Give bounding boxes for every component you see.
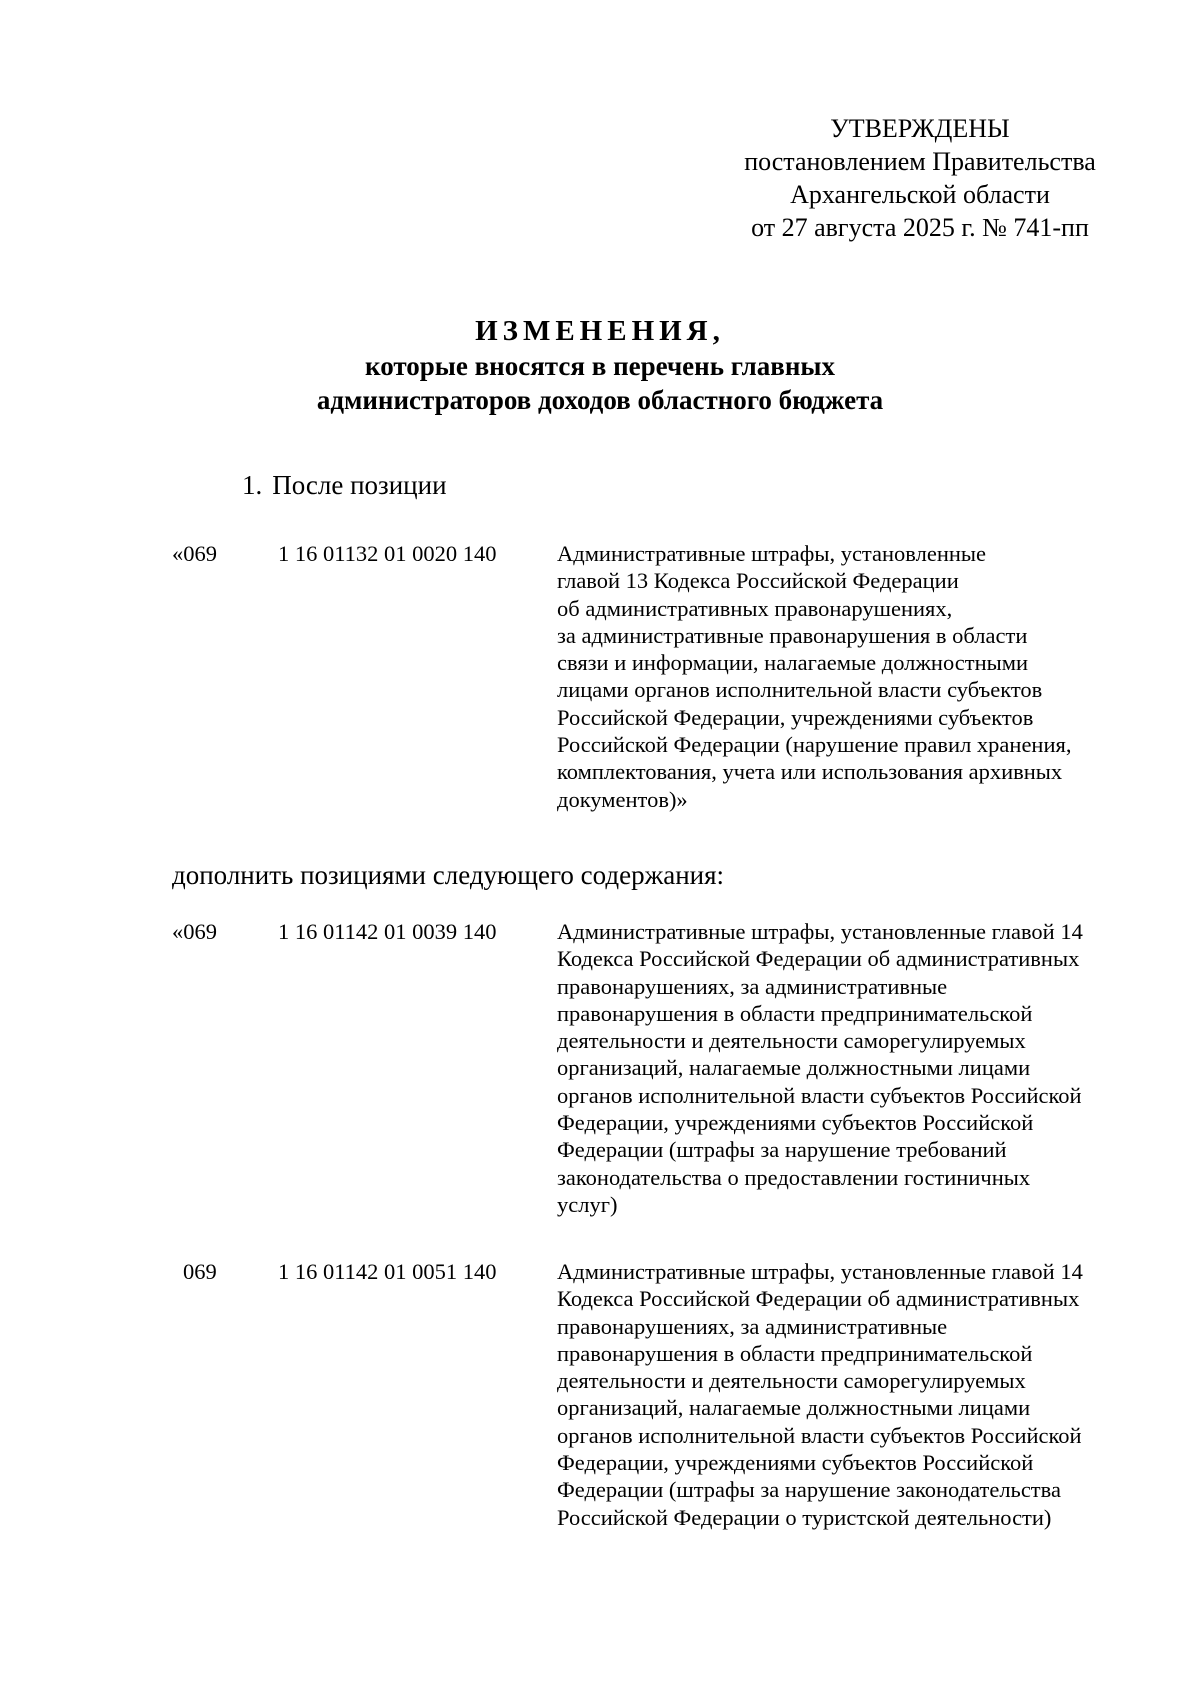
description-line: деятельности и деятельности саморегулируемых	[557, 1368, 1026, 1394]
description-line: Федерации (штрафы за нарушение законодательства	[557, 1477, 1061, 1503]
description-line: правонарушения в области предпринимательской	[557, 1340, 1033, 1366]
approval-line: УТВЕРЖДЕНЫ	[830, 114, 1010, 143]
income-code: 1 16 01142 01 0039 140	[278, 919, 497, 944]
approval-stamp	[690, 112, 1150, 244]
description-line: Федерации (штрафы за нарушение требований	[557, 1137, 1007, 1163]
description-line: услуг)	[557, 1191, 618, 1217]
admin-code: «069	[172, 541, 217, 566]
description-line: Административные штрафы, установленные	[557, 541, 987, 566]
description-line: правонарушениях, за административные	[557, 973, 948, 999]
approval-line: постановлением Правительства	[744, 147, 1096, 176]
income-description	[557, 1258, 1177, 1531]
point-number: 1.	[242, 470, 263, 500]
document-title	[0, 313, 1200, 417]
description-line: Российской Федерации, учреждениями субъектов	[557, 704, 1034, 730]
description-line: Российской Федерации о туристской деятельности)	[557, 1504, 1052, 1530]
admin-code: 069	[183, 1259, 217, 1284]
description-line: организаций, налагаемые должностными лицами	[557, 1395, 1031, 1421]
approval-line: от 27 августа 2025 г. № 741-пп	[751, 213, 1089, 242]
approval-line: Архангельской области	[790, 180, 1050, 209]
description-line: правонарушениях, за административные	[557, 1313, 948, 1339]
description-line: Кодекса Российской Федерации об административных	[557, 946, 1080, 972]
description-line: правонарушения в области предпринимательской	[557, 1000, 1033, 1026]
description-line: органов исполнительной власти субъектов Российской	[557, 1422, 1082, 1448]
description-line: об административных правонарушениях,	[557, 595, 953, 621]
title-main: ИЗМЕНЕНИЯ,	[475, 315, 725, 347]
description-line: Административные штрафы, установленные главой 14	[557, 919, 1083, 944]
income-description	[557, 918, 1177, 1218]
description-line: связи и информации, налагаемые должностными	[557, 650, 1029, 676]
point-heading	[242, 470, 447, 501]
description-line: лицами органов исполнительной власти субъектов	[557, 677, 1043, 703]
description-line: Федерации, учреждениями субъектов Российской	[557, 1110, 1034, 1136]
title-subtitle-line: администраторов доходов областного бюджета	[316, 385, 884, 415]
description-line: Административные штрафы, установленные главой 14	[557, 1259, 1083, 1284]
description-line: комплектования, учета или использования архивных	[557, 759, 1063, 785]
description-line: за административные правонарушения в области	[557, 622, 1028, 648]
description-line: Федерации, учреждениями субъектов Российской	[557, 1450, 1034, 1476]
description-line: организаций, налагаемые должностными лицами	[557, 1055, 1031, 1081]
supplement-text: дополнить позициями следующего содержания:	[172, 860, 725, 890]
description-line: органов исполнительной власти субъектов Российской	[557, 1082, 1082, 1108]
description-line: документов)»	[557, 786, 688, 812]
point-text: После позиции	[272, 470, 447, 500]
description-line: Кодекса Российской Федерации об административных	[557, 1286, 1080, 1312]
title-subtitle-line: которые вносятся в перечень главных	[365, 351, 835, 381]
income-code: 1 16 01142 01 0051 140	[278, 1259, 497, 1284]
description-line: законодательства о предоставлении гостиничных	[557, 1164, 1031, 1190]
income-description	[557, 540, 1177, 813]
description-line: деятельности и деятельности саморегулируемых	[557, 1028, 1026, 1054]
income-code: 1 16 01132 01 0020 140	[278, 541, 497, 566]
description-line: главой 13 Кодекса Российской Федерации	[557, 568, 959, 594]
description-line: Российской Федерации (нарушение правил хранения,	[557, 732, 1072, 758]
admin-code: «069	[172, 919, 217, 944]
